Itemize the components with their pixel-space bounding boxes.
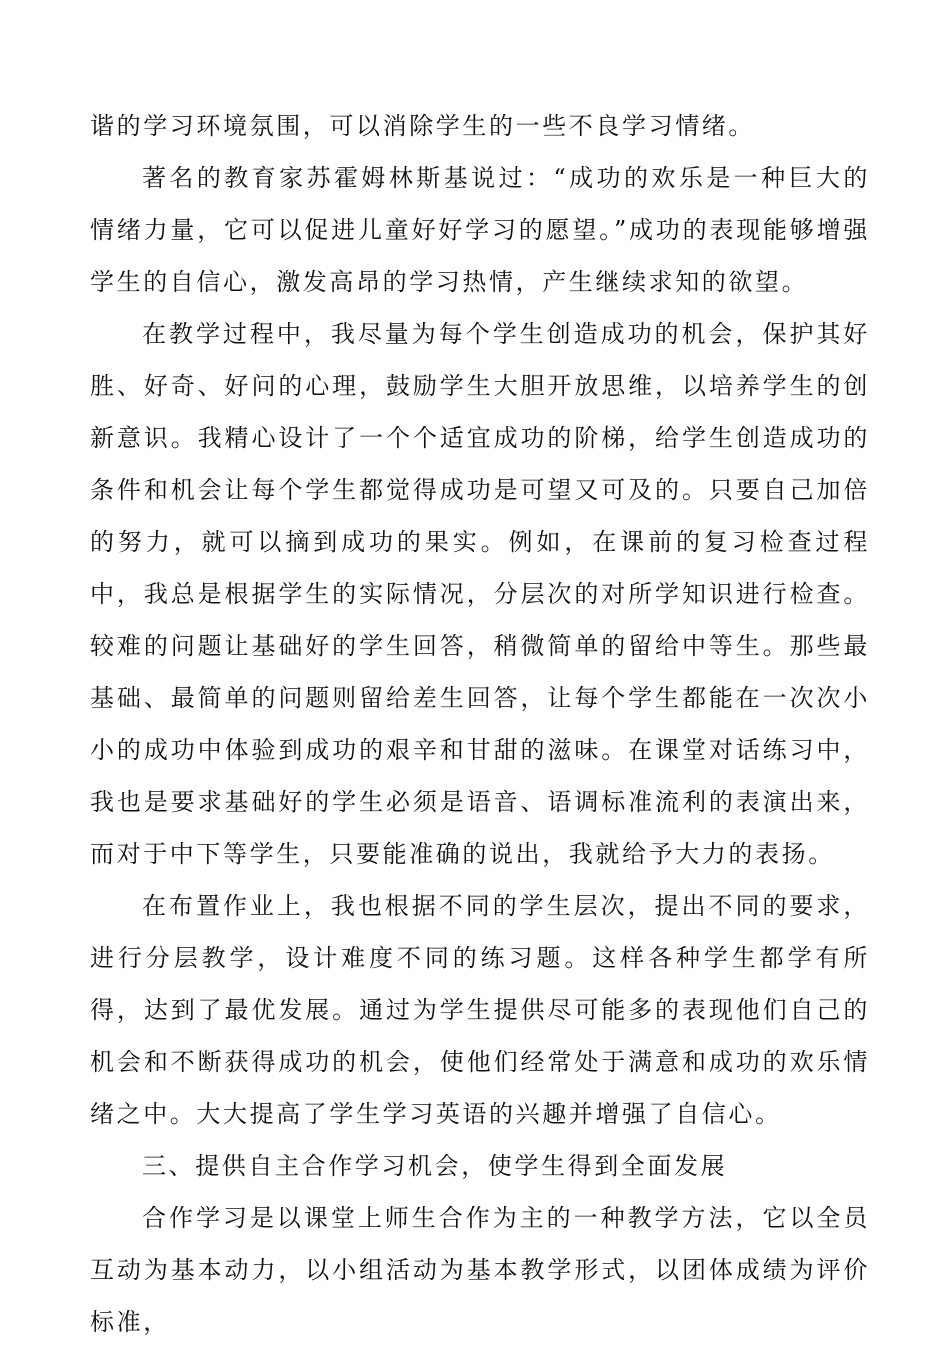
- document-body: [90, 100, 870, 1348]
- paragraph-1: 谐的学习环境氛围，可以消除学生的一些不良学习情绪。: [90, 112, 755, 140]
- section-heading: 三、提供自主合作学习机会，使学生得到全面发展: [142, 1152, 728, 1180]
- paragraph-2: 著名的教育家苏霍姆林斯基说过：“成功的欢乐是一种巨大的情绪力量，它可以促进儿童好好学习的愿望。”成功的表现能够增强学生的自信心，激发高昂的学习热情，产生继续求知的欲望。: [90, 164, 870, 296]
- paragraph-4: 在布置作业上，我也根据不同的学生层次，提出不同的要求，进行分层教学，设计难度不同的练习题。这样各种学生都学有所得，达到了最优发展。通过为学生提供尽可能多的表现他们自己的机会和不断获得成功的机会，使他们经常处于满意和成功的欢乐情绪之中。大大提高了学生学习英语的兴趣并增强了自信心。: [90, 892, 870, 1128]
- paragraph-3: 在教学过程中，我尽量为每个学生创造成功的机会，保护其好胜、好奇、好问的心理，鼓励学生大胆开放思维，以培养学生的创新意识。我精心设计了一个个适宜成功的阶梯，给学生创造成功的条件和机会让每个学生都觉得成功是可望又可及的。只要自己加倍的努力，就可以摘到成功的果实。例如，在课前的复习检查过程中，我总是根据学生的实际情况，分层次的对所学知识进行检查。较难的问题让基础好的学生回答，稍微简单的留给中等生。那些最基础、最简单的问题则留给差生回答，让每个学生都能在一次次小小的成功中体验到成功的艰辛和甘甜的滋味。在课堂对话练习中，我也是要求基础好的学生必须是语音、语调标准流利的表演出来，而对于中下等学生，只要能准确的说出，我就给予大力的表扬。: [90, 320, 870, 868]
- paragraph-5: 合作学习是以课堂上师生合作为主的一种教学方法，它以全员互动为基本动力，以小组活动为基本教学形式，以团体成绩为评价标准，: [90, 1204, 870, 1336]
